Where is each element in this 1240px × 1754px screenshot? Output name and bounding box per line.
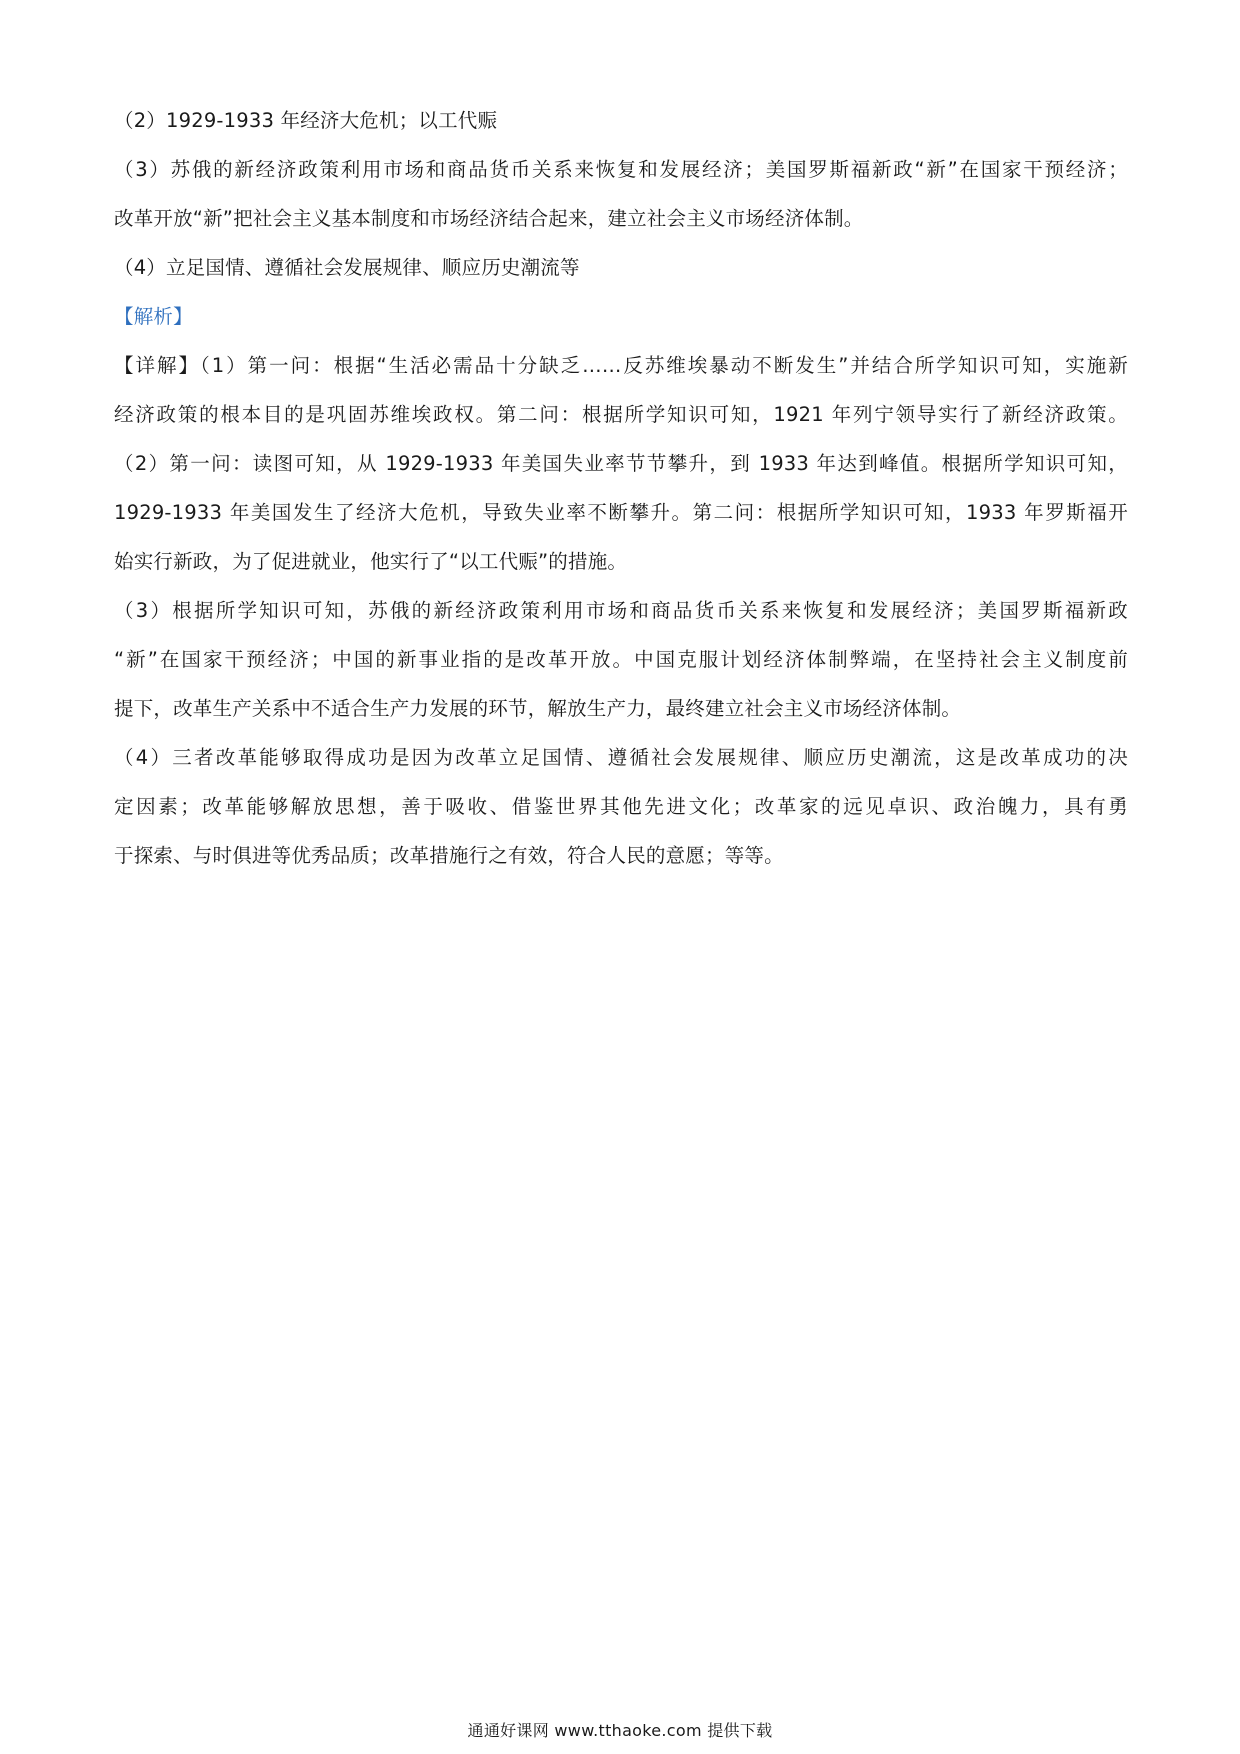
answer-2: （2）1929-1933 年经济大危机；以工代赈 bbox=[114, 109, 498, 132]
analysis-p3-line-2: “新”在国家干预经济；中国的新事业指的是改革开放。中国克服计划经济体制弊端，在坚持社会主义制度前 bbox=[114, 648, 1128, 671]
analysis-p2-line-1: （2）第一问：读图可知，从 1929-1933 年美国失业率节节攀升，到 1933 年达到峰值。根据所学知识可知， bbox=[114, 452, 1128, 475]
answer-3-line-2: 改革开放“新”把社会主义基本制度和市场经济结合起来，建立社会主义市场经济体制。 bbox=[114, 207, 864, 230]
analysis-p3-line-3: 提下，改革生产关系中不适合生产力发展的环节，解放生产力，最终建立社会主义市场经济体制。 bbox=[114, 697, 962, 720]
answer-3-line-1: （3）苏俄的新经济政策利用市场和商品货币关系来恢复和发展经济；美国罗斯福新政“新”在国家干预经济； bbox=[114, 158, 1128, 181]
analysis-p1-line-1: 【详解】（1）第一问：根据“生活必需品十分缺乏……反苏维埃暴动不断发生”并结合所学知识可知，实施新 bbox=[114, 354, 1128, 377]
analysis-p4-line-2: 定因素；改革能够解放思想，善于吸收、借鉴世界其他先进文化；改革家的远见卓识、政治魄力，具有勇 bbox=[114, 795, 1128, 818]
analysis-p4-line-3: 于探索、与时俱进等优秀品质；改革措施行之有效，符合人民的意愿；等等。 bbox=[114, 844, 784, 867]
analysis-heading: 【解析】 bbox=[114, 305, 193, 328]
analysis-p2-line-2: 1929-1933 年美国发生了经济大危机，导致失业率不断攀升。第二问：根据所学知识可知，1933 年罗斯福开 bbox=[114, 501, 1128, 524]
analysis-p3-line-1: （3）根据所学知识可知，苏俄的新经济政策利用市场和商品货币关系来恢复和发展经济；美国罗斯福新政 bbox=[114, 599, 1128, 622]
analysis-p1-line-2: 经济政策的根本目的是巩固苏维埃政权。第二问：根据所学知识可知，1921 年列宁领导实行了新经济政策。 bbox=[114, 403, 1128, 426]
document-body bbox=[114, 96, 1128, 880]
analysis-p4-line-1: （4）三者改革能够取得成功是因为改革立足国情、遵循社会发展规律、顺应历史潮流，这是改革成功的决 bbox=[114, 746, 1128, 769]
answer-4: （4）立足国情、遵循社会发展规律、顺应历史潮流等 bbox=[114, 256, 580, 279]
footer-source: 通通好课网 www.tthaoke.com 提供下载 bbox=[467, 1721, 773, 1740]
analysis-p2-line-3: 始实行新政，为了促进就业，他实行了“以工代赈”的措施。 bbox=[114, 550, 628, 573]
